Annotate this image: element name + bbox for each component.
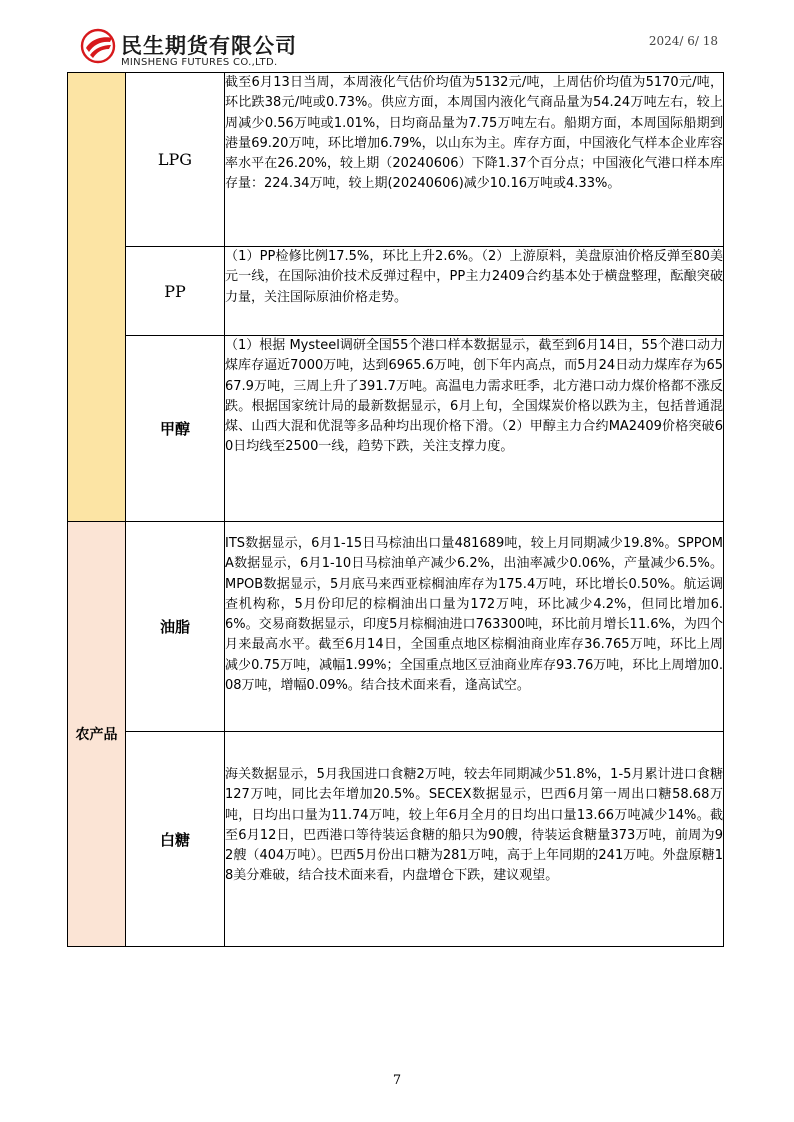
company-name-cn: 民生期货有限公司 (121, 34, 297, 58)
commodity-name: 油脂 (126, 522, 225, 732)
category-cell-energy (68, 73, 126, 522)
minsheng-logo-icon (80, 28, 116, 64)
commodity-name: 白糖 (126, 732, 225, 947)
commodity-name: PP (126, 247, 225, 336)
commodity-analysis-text: 截至6月13日当周，本周液化气估价均值为5132元/吨，上周估价均值为5170元/吨，环比跌38元/吨或0.73%。供应方面，本周国内液化气商品量为54.24万吨左右，较上周减少0.56万吨或1.01%，日均商品量为7.75万吨左右。船期方面，本周国际船期到港量69.20万吨，环比增加6.79%，以山东为主。库存方面，中国液化气样本企业库容率水平在26.20%，较上期（20240606）下降1.37个百分点；中国液化气港口样本库存量：224.34万吨，较上期(20240606)减少10.16万吨或4.33%。 (225, 73, 724, 247)
company-name-en: MINSHENG FUTURES CO.,LTD. (121, 57, 278, 68)
table-row (68, 732, 724, 947)
commodity-name: 甲醇 (126, 336, 225, 522)
commodity-name: LPG (126, 73, 225, 247)
report-date: 2024/ 6/ 18 (648, 34, 718, 48)
commodity-analysis-text: ITS数据显示，6月1-15日马棕油出口量481689吨，较上月同期减少19.8%。SPPOMA数据显示，6月1-10日马棕油单产减少6.2%，出油率减少0.06%，产量减少6.5%。MPOB数据显示，5月底马来西亚棕榈油库存为175.4万吨，环比增长0.50%。航运调查机构称，5月份印尼的棕榈油出口量为172万吨，环比减少4.2%，但同比增加6.6%。交易商数据显示，印度5月棕榈油进口763300吨，环比前月增长11.6%，为四个月来最高水平。截至6月14日，全国重点地区棕榈油商业库存36.765万吨，环比上周减少0.75万吨，减幅1.99%；全国重点地区豆油商业库存93.76万吨，环比上周增加0.08万吨，增幅0.09%。结合技术面来看，逢高试空。 (225, 522, 724, 732)
table-row (68, 247, 724, 336)
table-row (68, 522, 724, 732)
table-row (68, 73, 724, 247)
commodity-analysis-text: 海关数据显示，5月我国进口食糖2万吨，较去年同期减少51.8%，1-5月累计进口食糖127万吨，同比去年增加20.5%。SECEX数据显示，巴西6月第一周出口糖58.68万吨，日均出口量为11.74万吨，较上年6月全月的日均出口量13.66万吨减少14%。截至6月12日，巴西港口等待装运食糖的船只为90艘，待装运食糖量373万吨，前周为92艘（404万吨）。巴西5月份出口糖为281万吨，高于上年同期的241万吨。外盘原糖18美分难破，结合技术面来看，内盘增仓下跌，建议观望。 (225, 732, 724, 947)
commodity-analysis-table (67, 72, 724, 947)
commodity-analysis-text: （1）根据 Mysteel调研全国55个港口样本数据显示，截至到6月14日，55个港口动力煤库存逼近7000万吨，达到6965.6万吨，创下年内高点，而5月24日动力煤库存为6567.9万吨，三周上升了391.7万吨。高温电力需求旺季，北方港口动力煤价格都不涨反跌。根据国家统计局的最新数据显示，6月上旬，全国煤炭价格以跌为主，包括普通混煤、山西大混和优混等多品种均出现价格下滑。（2）甲醇主力合约MA2409价格突破60日均线至2500一线，趋势下跌，关注支撑力度。 (225, 336, 724, 522)
commodity-analysis-text: （1）PP检修比例17.5%，环比上升2.6%。（2）上游原料，美盘原油价格反弹至80美元一线，在国际油价技术反弹过程中，PP主力2409合约基本处于横盘整理，酝酿突破力量，关注国际原油价格走势。 (225, 247, 724, 336)
category-cell-agri: 农产品 (68, 522, 126, 947)
page-header (0, 0, 794, 72)
page-number: 7 (392, 1073, 402, 1088)
table-row (68, 336, 724, 522)
